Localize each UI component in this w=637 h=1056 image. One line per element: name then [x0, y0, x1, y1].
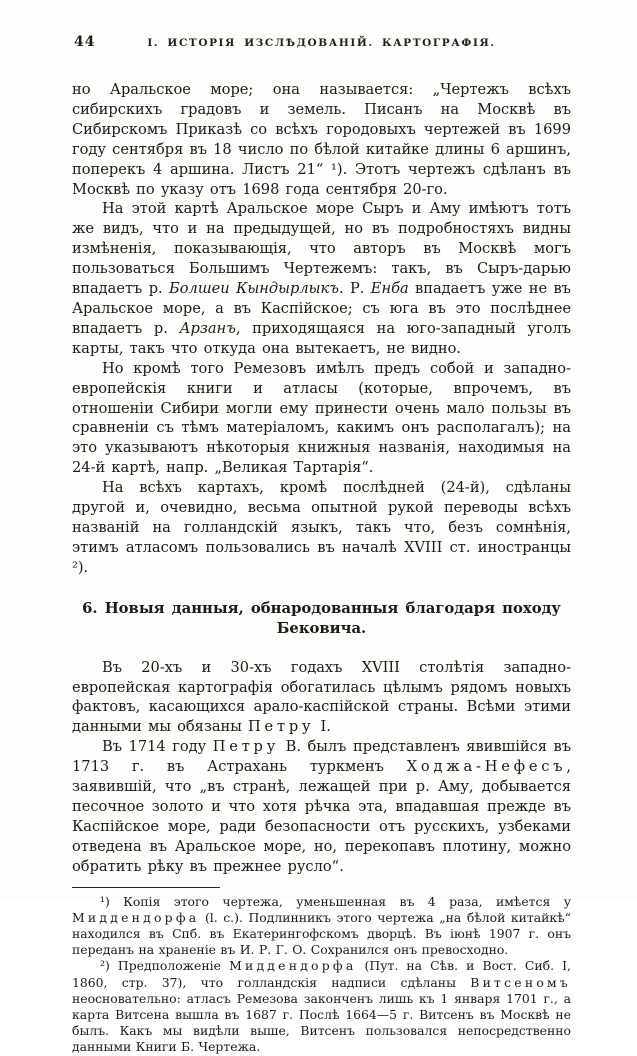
- paragraph: Въ 20-хъ и 30-хъ годахъ XVIII столѣтія западно-европейская картографія обогатилась цѣлымъ рядомъ новыхъ фактовъ, касающихся арало-каспійской страны. Всѣми этими данными мы обязаны Петру I.: [72, 658, 571, 736]
- footnote: ²) Предположеніе Миддендорфа (Пут. на Сѣв. и Вост. Сиб. I, 1860, стр. 37), что голландскія надписи сдѣланы Витсеномъ неосновательно: атласъ Ремезова законченъ лишь къ 1 января 1701 г., а карта Витсена вышла въ 1687 г. Послѣ 1664—5 г. Витсенъ въ Москвѣ не былъ. Какъ мы видѣли выше, Витсенъ пользовался непосредственно данными Книги Б. Чертежа.: [72, 958, 571, 1055]
- letterspaced-name: Миддендорфа: [229, 958, 357, 974]
- paragraph: Въ 1714 году Петру В. былъ представленъ явившійся въ 1713 г. въ Астрахань туркменъ Ходжа-Нефесъ, заявившій, что „въ странѣ, лежащей при р. Аму, добывается песочное золото и что хотя рѣчка эта, впадавшая прежде въ Каспійское море, ради безопасности отъ русскихъ, узбеками отведена въ Аральское море, но, перекопавъ плотину, можно обратить рѣку въ прежнее русло“.: [72, 738, 572, 875]
- italic-term: Арзанъ: [179, 319, 236, 337]
- paragraph: На всѣхъ картахъ, кромѣ послѣдней (24-й), сдѣланы другой и, очевидно, весьма опытной рукой переводы всѣхъ названій на голландскій языкъ, такъ что, безъ сомнѣнія, этимъ атласомъ пользовались въ началѣ XVIII ст. иностранцы ²).: [72, 479, 571, 576]
- paragraph: но Аральское море; она называется: „Чертежъ всѣхъ сибирскихъ градовъ и земель. Писанъ на Москвѣ въ Сибирскомъ Приказѣ со всѣхъ городовыхъ чертежей въ 1699 году сентября въ 18 число по бѣлой китайке длины 6 аршинъ, поперекъ 4 аршина. Листъ 21“ ¹). Этотъ чертежъ сдѣланъ въ Москвѣ по указу отъ 1698 года сентября 20-го.: [72, 81, 571, 198]
- footnote: ¹) Копія этого чертежа, уменьшенная въ 4 раза, имѣется у Миддендорфа (l. c.). Подлинникъ этого чертежа „на бѣлой китайкѣ“ находился въ Спб. въ Екатерингофскомъ дворцѣ. Въ іюнѣ 1907 г. онъ переданъ на храненіе въ И. Р. Г. О. Сохранился онъ превосходно.: [72, 893, 571, 958]
- letterspaced-name: Петру: [212, 738, 280, 756]
- paragraph: Но кромѣ того Ремезовъ имѣлъ предъ собой и западно-европейскія книги и атласы (которые, впрочемъ, въ отношеніи Сибири могли ему принести очень мало пользы въ сравненіи съ тѣмъ матеріаломъ, какимъ онъ располагалъ); на это указываютъ нѣкоторыя книжныя названія, находимыя на 24-й картѣ, напр. „Великая Тартарія“.: [72, 359, 571, 477]
- section-heading: 6. Новыя данныя, обнародованныя благодаря походу Бековича.: [82, 599, 561, 637]
- page-header: [72, 34, 571, 56]
- italic-term: Болшеи Кындырлыкъ: [169, 280, 339, 298]
- letterspaced-name: Ходжа-Нефесъ: [406, 758, 567, 776]
- italic-term: Енба: [370, 280, 409, 298]
- letterspaced-name: Миддендорфа: [72, 909, 200, 925]
- running-head: I. ИСТОРІЯ ИЗСЛѢДОВАНІЙ. КАРТОГРАФІЯ.: [147, 37, 496, 49]
- letterspaced-name: Витсеномъ: [470, 974, 571, 990]
- page-number: 44: [74, 34, 96, 50]
- letterspaced-name: Петру: [248, 718, 315, 736]
- paragraph: На этой картѣ Аральское море Сыръ и Аму имѣютъ тотъ же видъ, что и на предыдущей, но въ подробностяхъ видны измѣненія, показывающія, что авторъ въ Москвѣ могъ пользоваться Большимъ Чертежемъ: такъ, въ Сыръ-дарью впадаетъ р. Болшеи Кындырлыкъ. Р. Енба впадаетъ уже не въ Аральское море, а въ Каспійское; съ юга въ это послѣднее впадаетъ р. Арзанъ, приходящаяся на юго-западный уголъ карты, такъ что откуда она вытекаетъ, не видно.: [72, 200, 571, 357]
- footnote-rule: [72, 887, 220, 888]
- footnote-block: [72, 887, 571, 1056]
- body-content: [72, 80, 571, 877]
- footnote-list: [72, 894, 571, 1056]
